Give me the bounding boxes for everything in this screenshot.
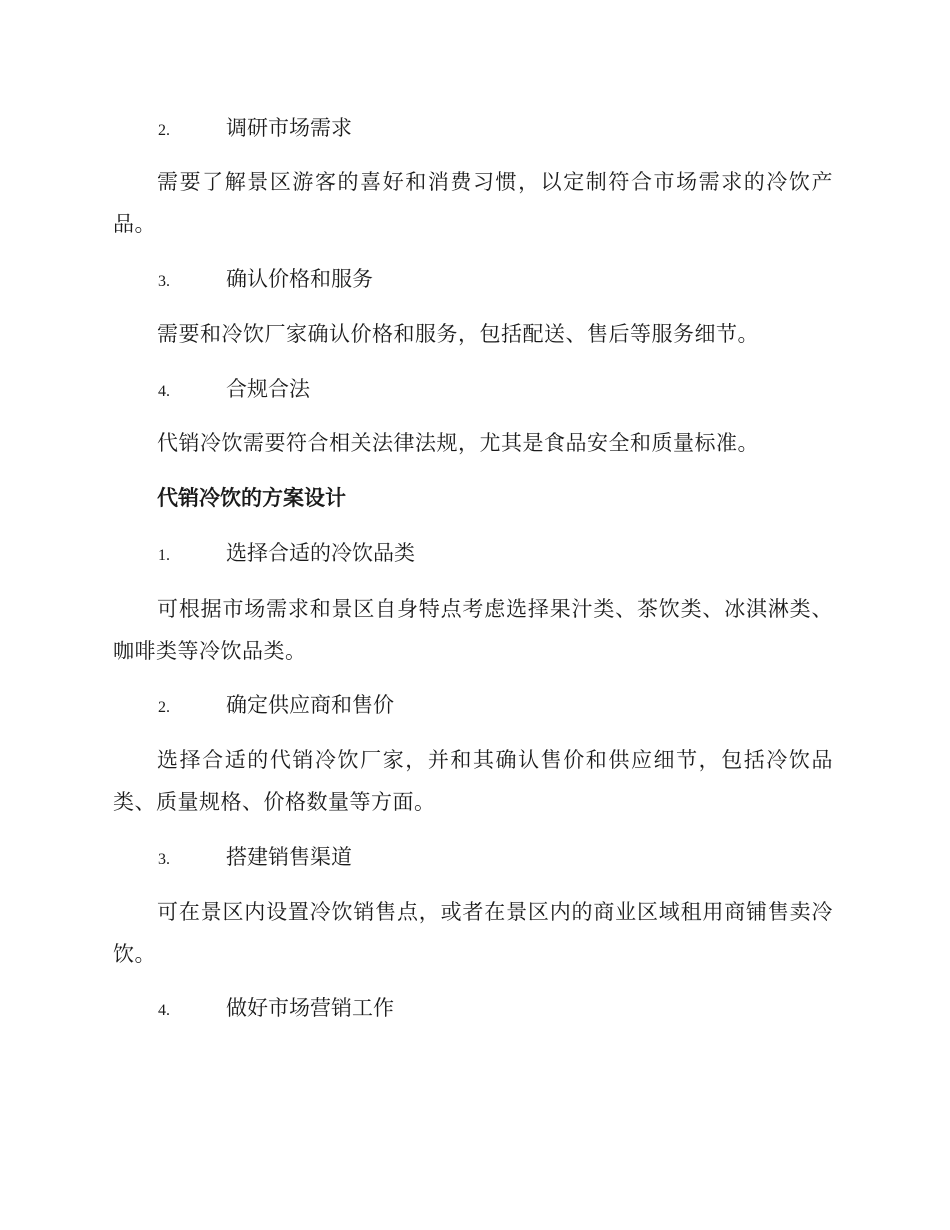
list-number: 4. — [158, 1002, 170, 1019]
list-item-title: 搭建销售渠道 — [226, 845, 352, 869]
list-number: 4. — [158, 383, 170, 400]
list-item-title: 确认价格和服务 — [226, 267, 373, 291]
paragraph-choose-category: 可根据市场需求和景区自身特点考虑选择果汁类、茶饮类、冰淇淋类、咖啡类等冷饮品类。 — [113, 597, 833, 663]
list-item-sales-channel — [158, 842, 352, 872]
list-number: 2. — [158, 122, 170, 139]
list-number: 3. — [158, 851, 170, 868]
list-number: 2. — [158, 699, 170, 716]
list-item-title: 调研市场需求 — [226, 116, 352, 140]
list-item-title: 确定供应商和售价 — [226, 693, 394, 717]
paragraph-research-market: 需要了解景区游客的喜好和消费习惯，以定制符合市场需求的冷饮产品。 — [113, 170, 833, 236]
list-item-compliance — [158, 374, 310, 404]
list-item-research-market — [158, 113, 352, 143]
paragraph-compliance: 代销冷饮需要符合相关法律法规，尤其是食品安全和质量标准。 — [157, 431, 759, 455]
paragraph-confirm-price: 需要和冷饮厂家确认价格和服务，包括配送、售后等服务细节。 — [157, 322, 759, 346]
list-number: 1. — [158, 547, 170, 564]
list-item-title: 合规合法 — [226, 377, 310, 401]
list-item-title: 做好市场营销工作 — [226, 996, 394, 1020]
list-item-supplier-price — [158, 690, 394, 720]
list-item-choose-category — [158, 538, 415, 568]
list-item-title: 选择合适的冷饮品类 — [226, 541, 415, 565]
paragraph-sales-channel: 可在景区内设置冷饮销售点，或者在景区内的商业区域租用商铺售卖冷饮。 — [113, 900, 833, 966]
section-heading: 代销冷饮的方案设计 — [157, 485, 346, 510]
paragraph-supplier-price: 选择合适的代销冷饮厂家，并和其确认售价和供应细节，包括冷饮品类、质量规格、价格数量等方面。 — [113, 748, 833, 814]
list-number: 3. — [158, 273, 170, 290]
list-item-confirm-price — [158, 264, 373, 294]
list-item-marketing — [158, 993, 394, 1023]
